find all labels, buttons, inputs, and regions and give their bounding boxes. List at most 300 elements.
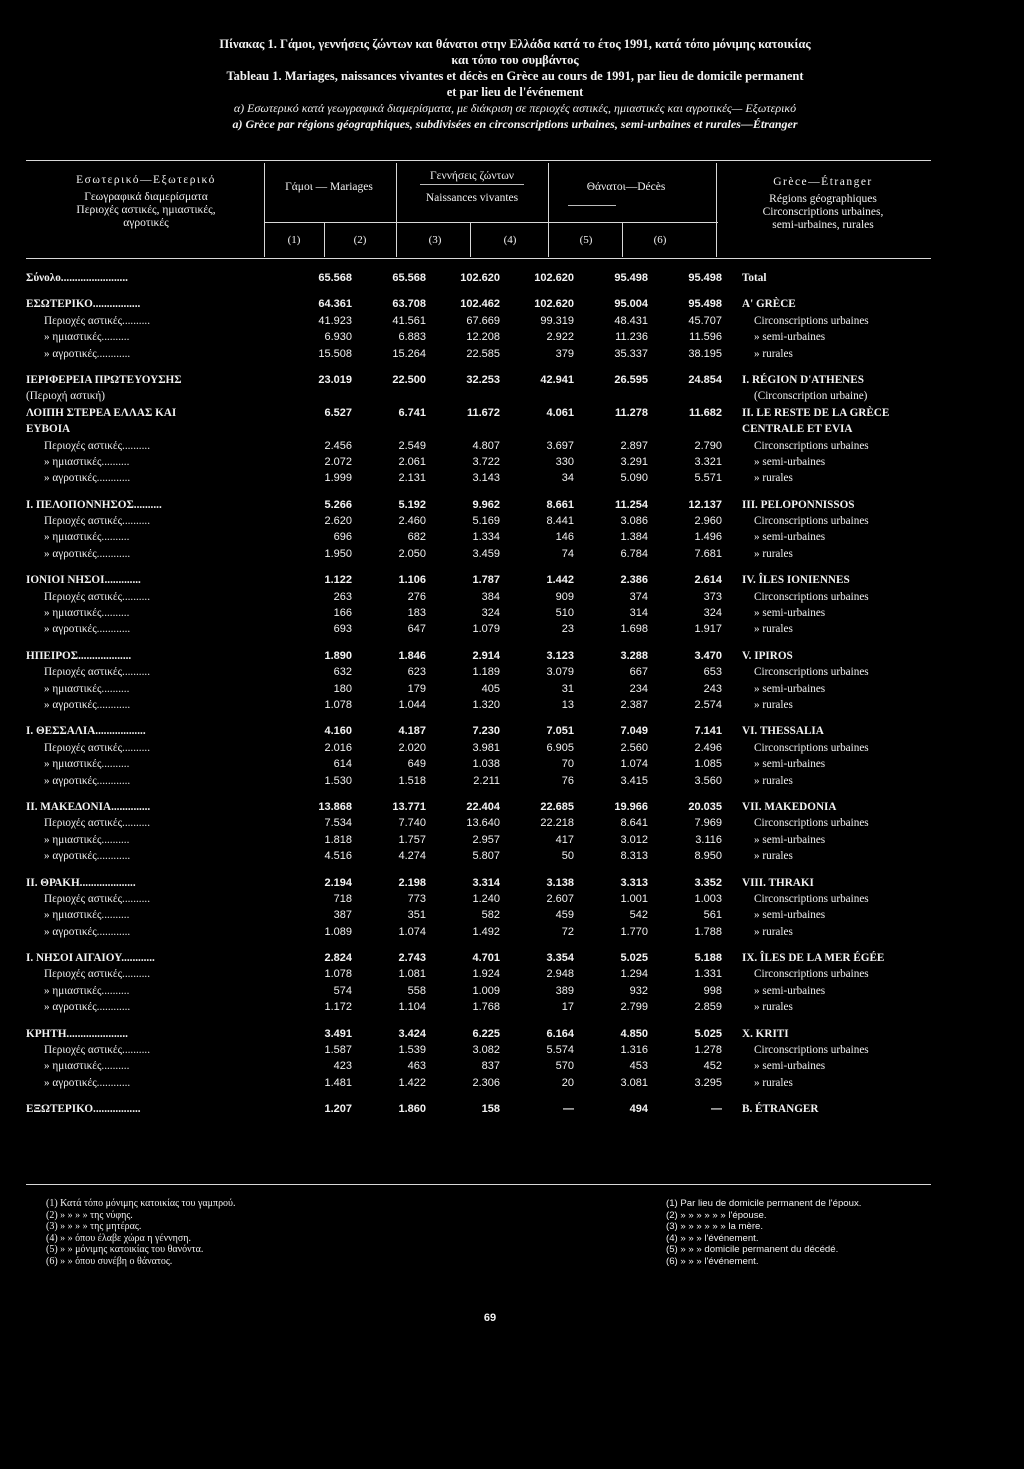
footnote-gr-3: (3) » » » » της μητέρας. xyxy=(46,1221,142,1233)
table-row xyxy=(26,1042,964,1058)
cell-col-6: 95.498 xyxy=(688,272,722,284)
footnote-fr-2: (2) » » » » » » l'épouse. xyxy=(666,1209,767,1221)
spacer-row xyxy=(26,940,964,950)
row-label-fr: VIII. THRAKI xyxy=(742,876,814,889)
table-row xyxy=(26,497,964,513)
footnotes-gr xyxy=(46,1198,236,1268)
cell-col-6: 8.950 xyxy=(694,850,722,863)
cell-col-2: 2.020 xyxy=(398,741,426,754)
cell-col-6: 20.035 xyxy=(688,800,722,813)
cell-col-4: 17 xyxy=(561,1001,574,1014)
cell-col-5: 2.387 xyxy=(620,698,648,711)
cell-col-4: 102.620 xyxy=(534,272,574,284)
cell-col-4: 6.905 xyxy=(546,741,574,754)
row-label-gr: ΛΟΙΠΗ ΣΤΕΡΕΑ ΕΛΛΑΣ ΚΑΙ xyxy=(26,406,177,419)
header-deaths-underline xyxy=(568,205,616,206)
cell-col-1: 6.527 xyxy=(324,406,352,419)
cell-col-4: 330 xyxy=(555,455,574,468)
cell-col-5: 3.288 xyxy=(620,649,648,662)
row-label-fr: Circonscriptions urbaines xyxy=(754,439,869,452)
col-num-6: (6) xyxy=(653,234,667,246)
header-right-line3: Circonscriptions urbaines, xyxy=(762,206,884,218)
row-label-fr: » semi-urbaines xyxy=(754,682,826,695)
row-label-gr: Ι. ΝΗΣΟΙ ΑΙΓΑΙΟΥ............ xyxy=(26,952,155,965)
table-row xyxy=(26,346,964,362)
header-deaths: Θάνατοι—Décès xyxy=(586,181,666,193)
cell-col-1 xyxy=(288,388,362,404)
subtitle-gr: α) Εσωτερικό κατά γεωγραφικά διαμερίσματα, με διάκριση σε περιοχές αστικές, ημιαστικές και αγροτικές— Εξωτερικό xyxy=(233,101,797,115)
cell-col-4: 102.620 xyxy=(534,298,574,311)
header-bottom-rule xyxy=(26,258,931,259)
cell-col-5: 2.560 xyxy=(620,741,648,754)
row-label-fr: Circonscriptions urbaines xyxy=(754,817,869,830)
cell-col-4: 146 xyxy=(555,531,574,544)
table-row xyxy=(26,740,964,756)
cell-col-3: 102.462 xyxy=(460,298,500,311)
cell-col-3: 1.768 xyxy=(472,1001,500,1014)
cell-col-1: 1.172 xyxy=(324,1001,352,1014)
cell-col-3: 1.038 xyxy=(472,758,500,771)
cell-col-1: 387 xyxy=(333,909,352,922)
row-label-gr: Ι. ΘΕΣΣΑΛΙΑ.................. xyxy=(26,725,146,738)
cell-col-4: 8.661 xyxy=(546,498,574,511)
cell-col-5: 1.770 xyxy=(620,925,648,938)
cell-col-6: 452 xyxy=(703,1060,722,1073)
row-label-fr: IX. ÎLES DE LA MER ÉGÉE xyxy=(742,952,885,965)
row-label-fr: » semi-urbaines xyxy=(754,758,826,771)
header-right-line2: Régions géographiques xyxy=(769,193,877,205)
cell-col-4: 7.051 xyxy=(546,725,574,738)
cell-col-1: 1.587 xyxy=(324,1044,352,1057)
cell-col-4: 4.061 xyxy=(546,406,574,419)
table-row xyxy=(26,1075,964,1091)
row-label-gr: Περιοχές αστικές.......... xyxy=(44,892,150,905)
header-right-line1: Grèce—Étranger xyxy=(773,176,873,188)
cell-col-1: 1.530 xyxy=(324,774,352,787)
cell-col-2: 4.274 xyxy=(398,850,426,863)
cell-col-1: 4.516 xyxy=(324,850,352,863)
cell-col-2: 2.198 xyxy=(398,876,426,889)
cell-col-4: 1.442 xyxy=(546,574,574,587)
header-right-line4: semi-urbaines, rurales xyxy=(772,219,874,231)
cell-col-1: 1.089 xyxy=(324,925,352,938)
row-label-fr: » rurales xyxy=(754,1076,793,1089)
cell-col-5: 314 xyxy=(629,607,648,620)
cell-col-4: 6.164 xyxy=(546,1027,574,1040)
cell-col-1: 2.824 xyxy=(324,952,352,965)
spacer-cell xyxy=(26,487,964,497)
row-label-gr: » αγροτικές............ xyxy=(44,623,131,636)
cell-col-3: 4.701 xyxy=(472,952,500,965)
row-label-fr: Circonscriptions urbaines xyxy=(754,1044,869,1057)
table-row xyxy=(26,681,964,697)
table-row xyxy=(26,697,964,713)
cell-col-4: 70 xyxy=(561,758,574,771)
cell-col-4: 2.607 xyxy=(546,892,574,905)
footnote-fr-1: (1) Par lieu de domicile permanent de l'époux. xyxy=(666,1198,862,1209)
table-row xyxy=(26,589,964,605)
title-gr-line1: Πίνακας 1. Γάμοι, γεννήσεις ζώντων και θάνατοι στην Ελλάδα κατά το έτος 1991, κατά τόπο μόνιμης κατοικίας xyxy=(219,37,811,51)
table-row xyxy=(26,605,964,621)
cell-col-1: 4.160 xyxy=(324,725,352,738)
header-top-rule xyxy=(26,160,931,161)
cell-col-5: 95.498 xyxy=(614,272,648,284)
cell-col-1: 696 xyxy=(333,531,352,544)
cell-col-3: 67.669 xyxy=(466,314,500,327)
row-label-fr: » rurales xyxy=(754,925,793,938)
spacer-row xyxy=(26,362,964,372)
cell-col-5: 234 xyxy=(629,682,648,695)
spacer-row xyxy=(26,638,964,648)
spacer-cell xyxy=(26,286,964,296)
cell-col-2: 63.708 xyxy=(392,298,426,311)
cell-col-4: 50 xyxy=(561,850,574,863)
footnote-gr-1: (1) Κατά τόπο μόνιμης κατοικίας του γαμπρού. xyxy=(46,1198,236,1209)
title-fr-line2: et par lieu de l'événement xyxy=(446,85,584,99)
row-label-gr: ΙΟΝΙΟΙ ΝΗΣΟΙ............. xyxy=(26,574,141,587)
row-label-fr: I. RÉGION D'ATHENES xyxy=(742,373,864,386)
spacer-cell xyxy=(26,865,964,875)
cell-col-5: 11.278 xyxy=(614,406,648,419)
cell-col-3 xyxy=(436,388,510,404)
spacer-row xyxy=(26,865,964,875)
cell-col-2: 276 xyxy=(407,590,426,603)
row-label-fr: » rurales xyxy=(754,850,793,863)
cell-col-5: 453 xyxy=(629,1060,648,1073)
cell-col-5: 5.025 xyxy=(620,952,648,965)
cell-col-3: 3.722 xyxy=(472,455,500,468)
cell-col-5: 3.291 xyxy=(620,455,648,468)
cell-col-4: 74 xyxy=(561,547,574,560)
cell-col-4: 389 xyxy=(555,984,574,997)
cell-col-4: 510 xyxy=(555,607,574,620)
cell-col-6: 324 xyxy=(703,607,722,620)
table-row xyxy=(26,1026,964,1042)
row-label-gr: Περιοχές αστικές.......... xyxy=(44,1044,150,1057)
row-label-fr: » semi-urbaines xyxy=(754,833,826,846)
cell-col-2: 647 xyxy=(407,623,426,636)
cell-col-6: 1.085 xyxy=(694,758,722,771)
row-label-gr: ΚΡΗΤΗ...................... xyxy=(26,1027,128,1040)
cell-col-5: 932 xyxy=(629,984,648,997)
cell-col-2: 463 xyxy=(407,1060,426,1073)
row-label-gr: Ι. ΠΕΛΟΠΟΝΝΗΣΟΣ.......... xyxy=(26,498,162,511)
row-label-fr: Circonscriptions urbaines xyxy=(754,968,869,981)
row-label-fr: Circonscriptions urbaines xyxy=(754,741,869,754)
table-row xyxy=(26,405,964,421)
cell-col-4: 22.218 xyxy=(540,817,574,830)
footnote-gr-6: (6) » » όπου συνέβη ο θάνατος. xyxy=(46,1255,173,1267)
cell-col-2: 6.883 xyxy=(398,331,426,344)
cell-col-3: 102.620 xyxy=(460,272,500,284)
cell-col-6: 5.025 xyxy=(694,1027,722,1040)
cell-col-1: 166 xyxy=(333,607,352,620)
header-births-fr: Naissances vivantes xyxy=(425,192,519,204)
col-divider xyxy=(470,222,471,257)
row-label-gr: » αγροτικές............ xyxy=(44,925,131,938)
cell-col-3: 1.334 xyxy=(472,531,500,544)
cell-col-5: 1.698 xyxy=(620,623,648,636)
table-row xyxy=(26,621,964,637)
cell-col-2: 1.846 xyxy=(398,649,426,662)
table-row xyxy=(26,470,964,486)
table-row xyxy=(26,372,964,388)
table-row xyxy=(26,924,964,940)
table-title xyxy=(60,36,970,132)
spacer-row xyxy=(26,487,964,497)
cell-col-2: 773 xyxy=(407,892,426,905)
cell-col-1: 1.078 xyxy=(324,968,352,981)
row-label-fr: Circonscriptions urbaines xyxy=(754,590,869,603)
cell-col-5: 1.384 xyxy=(620,531,648,544)
cell-col-6: 653 xyxy=(703,666,722,679)
cell-col-2: 1.044 xyxy=(398,698,426,711)
cell-col-1: 263 xyxy=(333,590,352,603)
cell-col-2: 4.187 xyxy=(398,725,426,738)
cell-col-1: 718 xyxy=(333,892,352,905)
cell-col-2: 623 xyxy=(407,666,426,679)
header-left-line1: Εσωτερικό—Εξωτερικό xyxy=(76,174,216,186)
cell-col-1: 41.923 xyxy=(318,314,352,327)
table-row xyxy=(26,773,964,789)
row-label-gr: » αγροτικές............ xyxy=(44,698,131,711)
cell-col-1: 15.508 xyxy=(318,347,352,360)
row-label-gr: » ημιαστικές.......... xyxy=(44,833,130,846)
row-label-fr: » semi-urbaines xyxy=(754,984,826,997)
cell-col-3: 11.672 xyxy=(466,406,500,419)
col-divider xyxy=(622,222,623,257)
cell-col-6: 373 xyxy=(703,590,722,603)
cell-col-6 xyxy=(658,421,732,437)
page-number: 69 xyxy=(483,1312,497,1324)
cell-col-1: 3.491 xyxy=(324,1027,352,1040)
row-label-gr: ΕΣΩΤΕΡΙΚΟ................. xyxy=(26,298,141,311)
cell-col-5: 6.784 xyxy=(620,547,648,560)
cell-col-6: 2.960 xyxy=(694,515,722,528)
cell-col-2: 2.460 xyxy=(398,515,426,528)
table-row xyxy=(26,388,964,404)
cell-col-3: 13.640 xyxy=(466,817,500,830)
cell-col-5: 1.074 xyxy=(620,758,648,771)
table-row xyxy=(26,270,964,286)
cell-col-3: 384 xyxy=(481,590,500,603)
table-row xyxy=(26,572,964,588)
row-label-gr: » αγροτικές............ xyxy=(44,347,131,360)
footnote-fr-4: (4) » » » l'événement. xyxy=(666,1232,759,1244)
row-label-gr: ΙΙ. ΘΡΑΚΗ.................... xyxy=(26,876,136,889)
row-label-fr: IV. ÎLES IONIENNES xyxy=(742,574,850,587)
cell-col-5 xyxy=(584,421,658,437)
cell-col-2: 41.561 xyxy=(392,314,426,327)
cell-col-2: 1.518 xyxy=(398,774,426,787)
row-label-fr: » rurales xyxy=(754,623,793,636)
cell-col-6: 5.571 xyxy=(694,472,722,485)
cell-col-3 xyxy=(436,421,510,437)
cell-col-2: 2.549 xyxy=(398,439,426,452)
cell-col-6 xyxy=(658,388,732,404)
table-row xyxy=(26,648,964,664)
cell-col-1: 2.016 xyxy=(324,741,352,754)
row-label-gr: » ημιαστικές.......... xyxy=(44,607,130,620)
cell-col-6: 95.498 xyxy=(688,298,722,311)
row-label-gr: Περιοχές αστικές.......... xyxy=(44,741,150,754)
footnote-fr-5: (5) » » » domicile permanent du décédé. xyxy=(666,1244,839,1256)
col-num-2: (2) xyxy=(353,234,367,246)
row-label-fr: A' GRÈCE xyxy=(742,298,796,311)
row-label-fr: B. ÉTRANGER xyxy=(742,1103,819,1116)
cell-col-5: 3.012 xyxy=(620,833,648,846)
header-left-line2: Γεωγραφικά διαμερίσματα xyxy=(84,191,208,203)
table-row xyxy=(26,529,964,545)
cell-col-1: 1.818 xyxy=(324,833,352,846)
cell-col-6: 3.560 xyxy=(694,774,722,787)
cell-col-4: 3.354 xyxy=(546,952,574,965)
spacer-cell xyxy=(26,713,964,723)
cell-col-1: 614 xyxy=(333,758,352,771)
row-label-gr: (Περιοχή αστική) xyxy=(26,390,105,403)
cell-col-6: 243 xyxy=(703,682,722,695)
row-label-gr: Περιοχές αστικές.......... xyxy=(44,968,150,981)
table-row xyxy=(26,513,964,529)
cell-col-3: 4.807 xyxy=(472,439,500,452)
cell-col-6: 7.681 xyxy=(694,547,722,560)
table-bottom-rule xyxy=(26,1184,931,1185)
cell-col-2: 65.568 xyxy=(392,272,426,284)
row-label-gr: » ημιαστικές.......... xyxy=(44,682,130,695)
cell-col-4: 72 xyxy=(561,925,574,938)
cell-col-4: 459 xyxy=(555,909,574,922)
cell-col-1: 1.950 xyxy=(324,547,352,560)
cell-col-6: 1.331 xyxy=(694,968,722,981)
cell-col-1: 65.568 xyxy=(318,272,352,284)
cell-col-6: 3.295 xyxy=(694,1076,722,1089)
table-row xyxy=(26,664,964,680)
cell-col-6: 3.352 xyxy=(694,876,722,889)
spacer-row xyxy=(26,1016,964,1026)
cell-col-5: 5.090 xyxy=(620,472,648,485)
cell-col-3: 1.492 xyxy=(472,925,500,938)
cell-col-2: 2.743 xyxy=(398,952,426,965)
cell-col-5: 95.004 xyxy=(614,298,648,311)
row-label-gr: » ημιαστικές.......... xyxy=(44,331,130,344)
cell-col-3: 582 xyxy=(481,909,500,922)
spacer-row xyxy=(26,789,964,799)
cell-col-2 xyxy=(362,421,436,437)
cell-col-3: 324 xyxy=(481,607,500,620)
footnote-fr-6: (6) » » » l'événement. xyxy=(666,1255,759,1267)
cell-col-1: 2.072 xyxy=(324,455,352,468)
col-divider xyxy=(716,163,717,257)
cell-col-2: 22.500 xyxy=(392,373,426,386)
cell-col-3: 9.962 xyxy=(472,498,500,511)
row-label-gr: Σύνολο........................ xyxy=(26,272,128,284)
cell-col-5: 494 xyxy=(629,1103,648,1116)
header-marriages: Γάμοι — Mariages xyxy=(285,181,373,193)
cell-col-5: 1.001 xyxy=(620,892,648,905)
row-label-gr: » αγροτικές............ xyxy=(44,850,131,863)
cell-col-2: 1.539 xyxy=(398,1044,426,1057)
cell-col-2 xyxy=(362,388,436,404)
cell-col-5: 667 xyxy=(629,666,648,679)
cell-col-2: 1.757 xyxy=(398,833,426,846)
cell-col-3: 3.459 xyxy=(472,547,500,560)
cell-col-6: 3.470 xyxy=(694,649,722,662)
col-num-4: (4) xyxy=(503,234,517,246)
cell-col-1: 2.456 xyxy=(324,439,352,452)
cell-col-2: 2.131 xyxy=(398,472,426,485)
cell-col-6: 2.614 xyxy=(694,574,722,587)
cell-col-3: 5.169 xyxy=(472,515,500,528)
cell-col-5: 1.294 xyxy=(620,968,648,981)
cell-col-4: 31 xyxy=(561,682,574,695)
cell-col-3: 22.404 xyxy=(466,800,500,813)
table-row xyxy=(26,950,964,966)
cell-col-2: 13.771 xyxy=(392,800,426,813)
cell-col-5: 11.254 xyxy=(614,498,648,511)
cell-col-6: 2.496 xyxy=(694,741,722,754)
cell-col-3: 1.320 xyxy=(472,698,500,711)
table-row xyxy=(26,983,964,999)
cell-col-3: 3.082 xyxy=(472,1044,500,1057)
cell-col-4: — xyxy=(563,1103,574,1116)
cell-col-2: 1.104 xyxy=(398,1001,426,1014)
cell-col-6: 2.790 xyxy=(694,439,722,452)
row-label-fr: X. KRITI xyxy=(742,1027,789,1040)
row-label-gr: » αγροτικές............ xyxy=(44,472,131,485)
row-label-gr: » ημιαστικές.......... xyxy=(44,758,130,771)
cell-col-4: 13 xyxy=(561,698,574,711)
table-row xyxy=(26,875,964,891)
statistics-table xyxy=(26,270,964,1118)
cell-col-6: 3.116 xyxy=(695,833,722,846)
row-label-gr: ΙΕΡΙΦΕΡΕΙΑ ΠΡΩΤΕΥΟΥΣΗΣ xyxy=(26,373,182,386)
cell-col-3: 6.225 xyxy=(472,1027,500,1040)
row-label-gr: » ημιαστικές.......... xyxy=(44,909,130,922)
row-label-gr: » ημιαστικές.......... xyxy=(44,984,130,997)
cell-col-1: 2.620 xyxy=(324,515,352,528)
cell-col-3: 32.253 xyxy=(466,373,500,386)
cell-col-6: 7.969 xyxy=(694,817,722,830)
cell-col-1 xyxy=(288,421,362,437)
cell-col-5: 19.966 xyxy=(614,800,648,813)
row-label-fr: V. IPIROS xyxy=(742,649,793,662)
cell-col-2: 6.741 xyxy=(398,406,426,419)
cell-col-5: 3.313 xyxy=(620,876,648,889)
header-births-gr: Γεννήσεις ζώντων xyxy=(430,170,514,182)
cell-col-5 xyxy=(584,388,658,404)
row-label-fr: » semi-urbaines xyxy=(754,331,826,344)
row-label-gr: » ημιαστικές.......... xyxy=(44,531,130,544)
row-label-fr: » rurales xyxy=(754,347,793,360)
cell-col-3: 158 xyxy=(481,1103,500,1116)
table-row xyxy=(26,848,964,864)
row-label-fr: Total xyxy=(742,272,767,284)
cell-col-3: 1.189 xyxy=(472,666,500,679)
row-label-fr: CENTRALE ET EVIA xyxy=(742,423,853,436)
row-label-fr: Circonscriptions urbaines xyxy=(754,515,869,528)
table-row xyxy=(26,891,964,907)
cell-col-5: 8.641 xyxy=(620,817,648,830)
cell-col-2: 2.061 xyxy=(398,455,426,468)
col-divider xyxy=(548,163,549,257)
footnote-gr-4: (4) » » όπου έλαβε χώρα η γέννηση. xyxy=(46,1232,192,1244)
row-label-gr: Περιοχές αστικές.......... xyxy=(44,439,150,452)
cell-col-4: 42.941 xyxy=(540,373,574,386)
cell-col-6: 38.195 xyxy=(688,347,722,360)
cell-col-4: 99.319 xyxy=(540,314,574,327)
cell-col-6: 12.137 xyxy=(688,498,722,511)
spacer-cell xyxy=(26,1016,964,1026)
